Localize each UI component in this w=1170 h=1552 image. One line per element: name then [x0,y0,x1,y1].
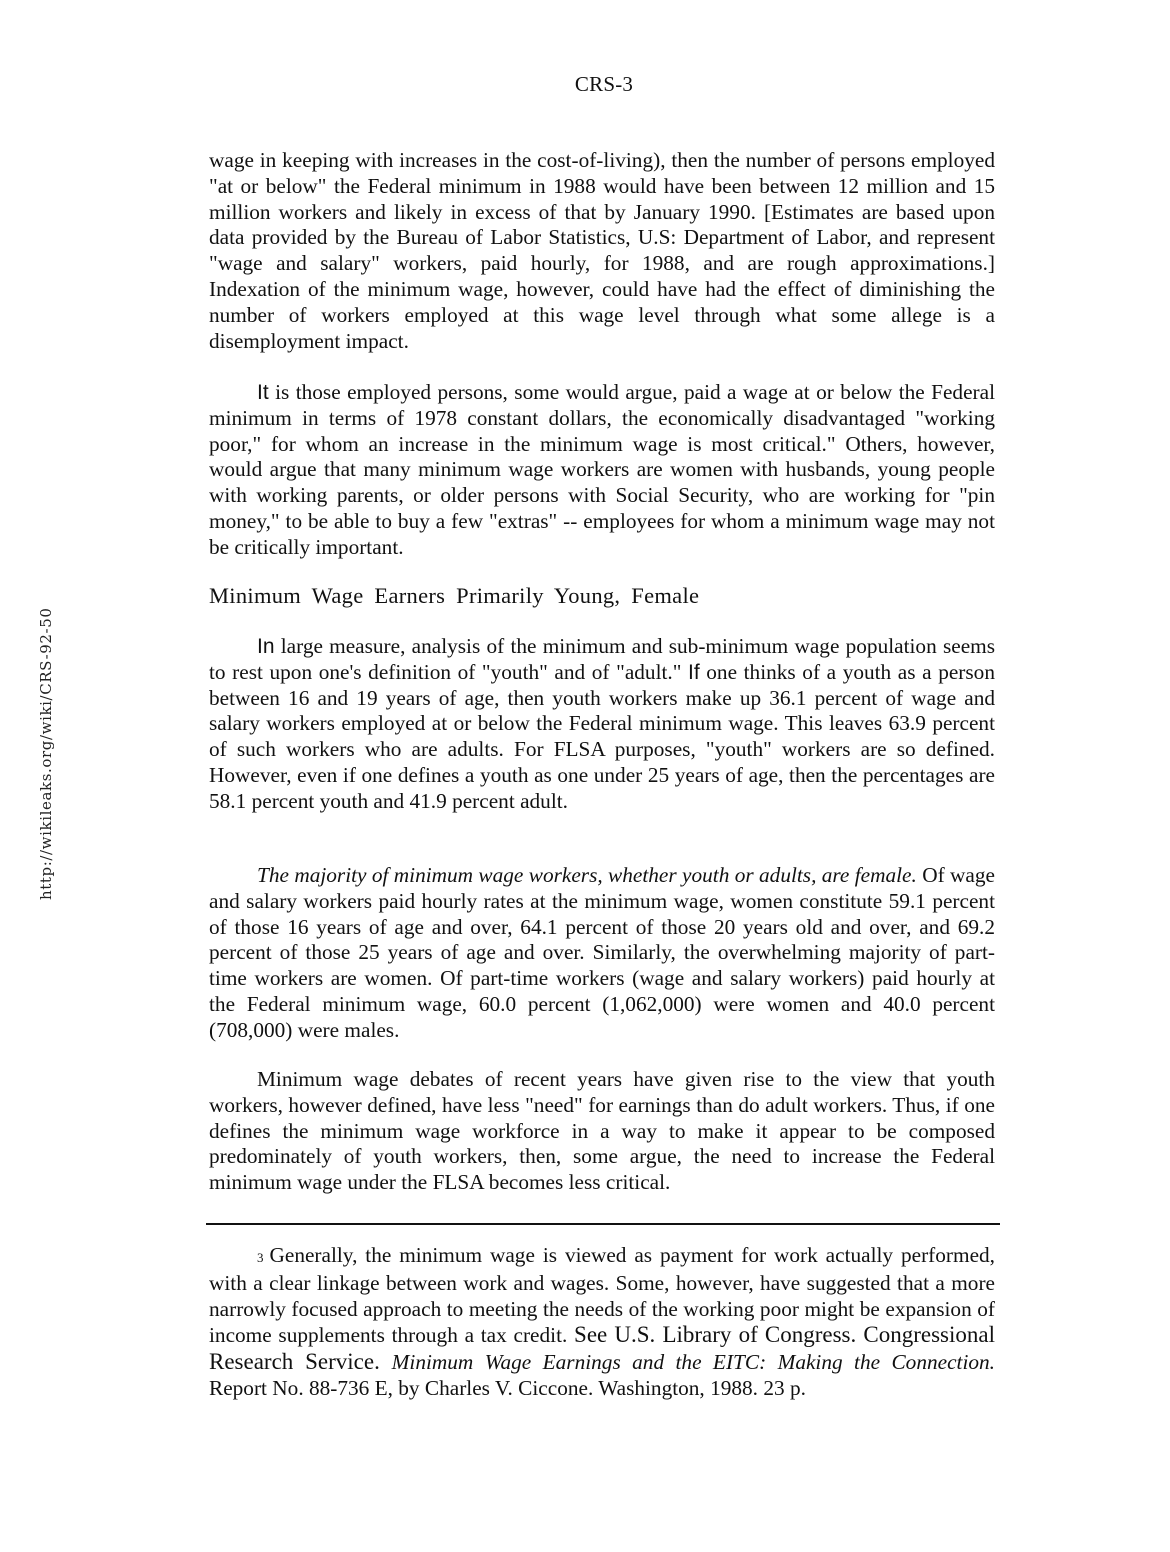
paragraph-female-majority [209,863,995,1044]
paragraph-lead-word: It [257,381,269,404]
paragraph-working-poor [209,380,995,561]
paragraph-youth-definition [209,634,995,815]
footnote-divider [206,1223,1000,1225]
paragraph-italic-lead: The majority of minimum wage workers, whether youth or adults, are female. [257,863,917,887]
footnote-report-title: Minimum Wage Earnings and the EITC: Making the Connection. [391,1350,995,1375]
paragraph-body: large measure, analysis of the minimum and sub-minimum wage population seems to rest upon one's definition of "youth" and of "adult." [209,634,995,684]
page-number: CRS-3 [574,72,634,96]
paragraph-text [209,380,995,561]
paragraph-lead-word: In [257,635,275,658]
paragraph-text: Minimum wage debates of recent years have given rise to the view that youth workers, however defined, have less "need" for earnings than do adult workers. Thus, if one defines the minimum wage workforce in a way to make it appear to be composed predominately of youth workers, then, some argue, the need to increase the Federal minimum wage under the FLSA becomes less critical. [209,1067,995,1195]
paragraph-text [209,863,995,1044]
paragraph-debates [209,1067,995,1196]
paragraph-text: wage in keeping with increases in the cost-of-living), then the number of persons employed "at or below" the Federal minimum in 1988 would have been between 12 million and 15 million workers and likely in excess of that by January 1990. [Estimates are based upon data provided by the Bureau of Labor Statistics, U.S: Department of Labor, and represent "wage and salary" workers, paid hourly, for 1988, and are rough approximations.] Indexation of the minimum wage, however, could have had the effect of diminishing the number of workers employed at this wage level through what some allege is a disemployment impact. [209,148,995,353]
paragraph-text [209,634,995,815]
paragraph-body-continued: one thinks of a youth as a person between 16 and 19 years of age, then youth workers make up 36.1 percent of wage and salary workers employed at or below the Federal minimum wage. This leaves 63.9 percent of such workers who are adults. For FLSA purposes, "youth" workers are so defined. However, even if one defines a youth as one under 25 years of age, then the percentages are 58.1 percent youth and 41.9 percent adult. [209,659,995,813]
section-heading: Minimum Wage Earners Primarily Young, Female [209,583,700,608]
footnote-mark: 3 [257,1250,264,1265]
footnote-citation: See U.S. Library of Congress. Congressional Research Service. [209,1322,995,1375]
paragraph-body: is those employed persons, some would argue, paid a wage at or below the Federal minimum in terms of 1978 constant dollars, the economically disadvantaged "working poor," for whom an increase in the minimum wage is most critical." Others, however, would argue that many minimum wage workers are women with husbands, young people with working parents, or older persons with Social Security, who are working for "pin money," to be able to buy a few "extras" -- employees for whom a minimum wage may not be critically important. [209,380,995,559]
footnote-text [209,1243,995,1402]
side-url-watermark: http://wikileaks.org/wiki/CRS-92-50 [37,607,55,900]
paragraph-body: Of wage and salary workers paid hourly rates at the minimum wage, women constitute 59.1 percent of those 16 years of age and over, 64.1 percent of those 20 years old and over, and 69.2 percent of those 25 years of age and over. Similarly, the overwhelming majority of part-time workers are women. Of part-time workers (wage and salary workers) paid hourly at the Federal minimum wage, 60.0 percent (1,062,000) were women and 40.0 percent (708,000) were males. [209,863,995,1042]
footnote [209,1243,995,1402]
paragraph-if-word: If [688,660,700,684]
paragraph-cost-of-living [209,148,995,354]
footnote-body: Generally, the minimum wage is viewed as payment for work actually performed, with a clear linkage between work and wages. Some, however, have suggested that a more narrowly focused approach to meeting the needs of the working poor might be expansion of income supplements through a tax credit. [209,1243,995,1348]
footnote-report-details: Report No. 88-736 E, by Charles V. Ciccone. Washington, 1988. 23 p. [209,1375,806,1400]
